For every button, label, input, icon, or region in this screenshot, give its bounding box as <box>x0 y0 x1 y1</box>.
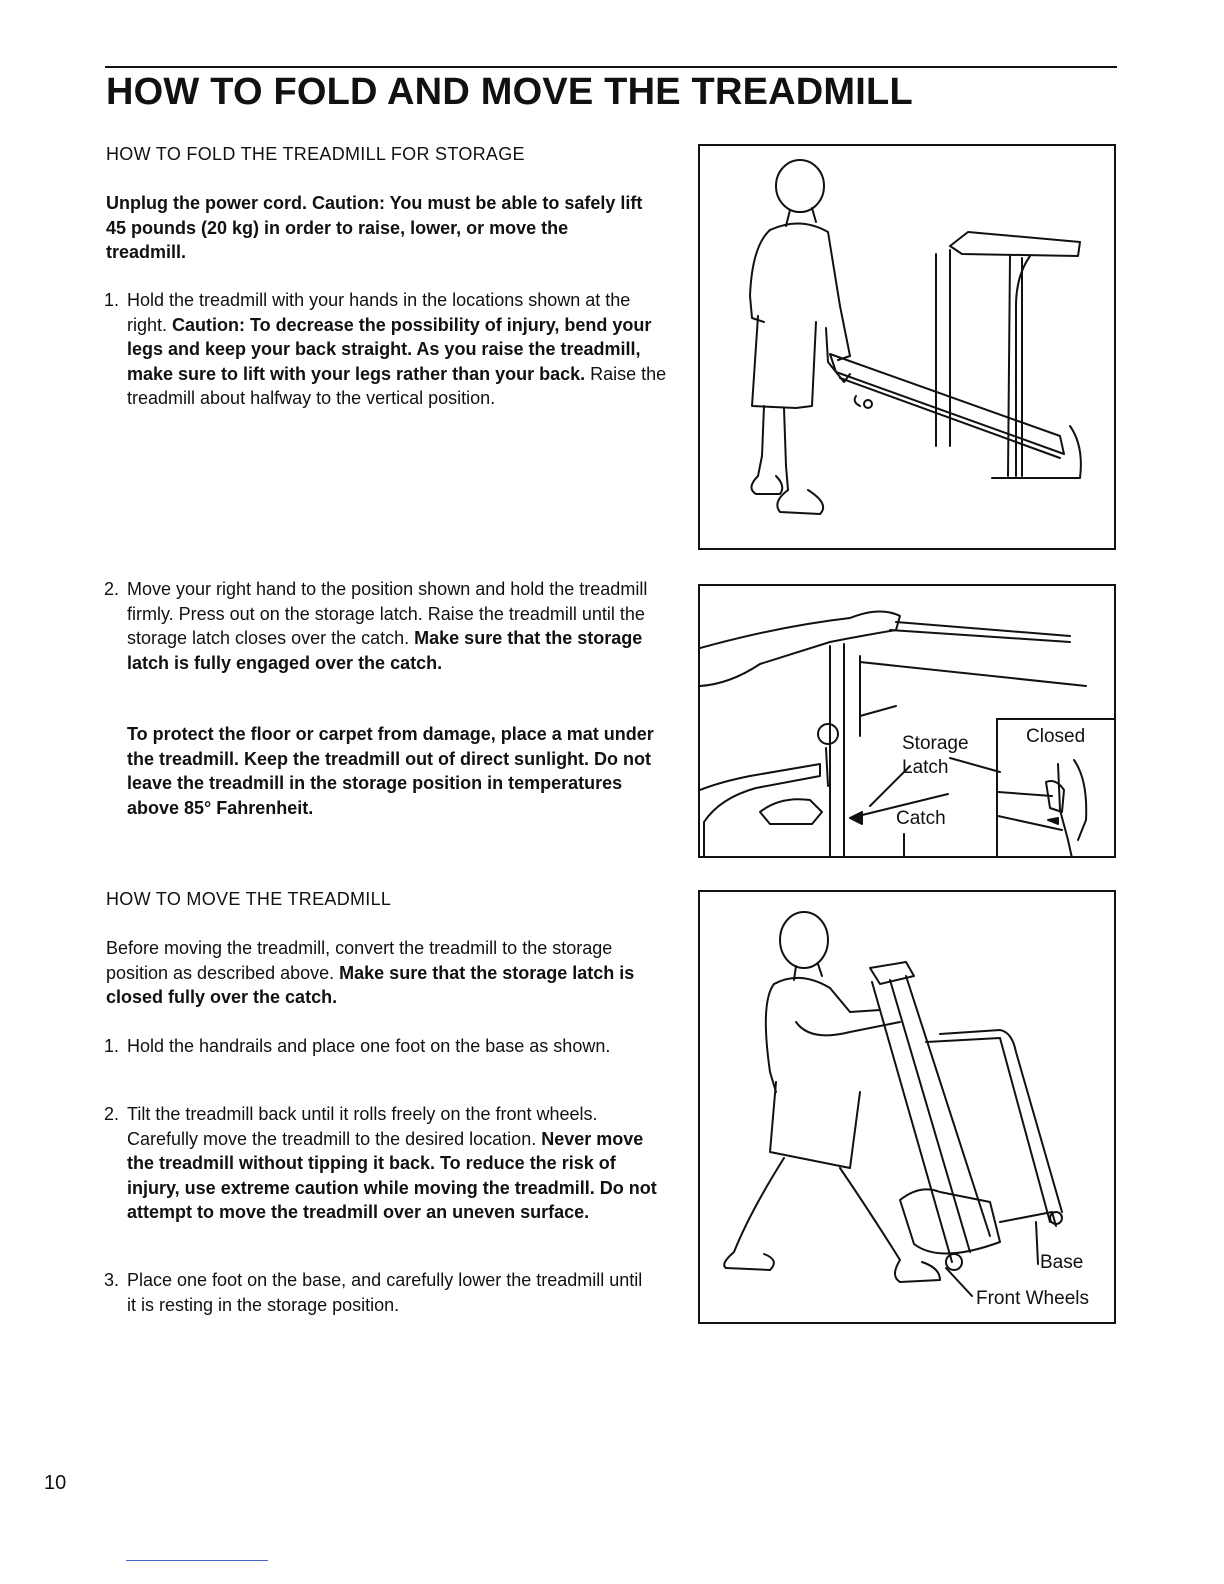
latch-bar <box>826 748 828 786</box>
title-rule <box>105 66 1117 68</box>
base-leader <box>1036 1222 1038 1264</box>
lift-illustration <box>700 146 1114 548</box>
handrail-loop <box>700 764 820 856</box>
hand <box>760 799 822 824</box>
closed-inset <box>996 718 1116 858</box>
figure-move-treadmill <box>698 890 1116 1324</box>
footer-line <box>126 1560 268 1561</box>
catch-arrowhead <box>850 812 862 824</box>
step-number: 2. <box>104 1104 120 1124</box>
treadmill-raised <box>830 232 1081 478</box>
fold-step-2: 2. Move your right hand to the position shown and hold the treadmill firmly. Press out on the storage latch. Raise the treadmill until the storage latch closes over the catch. Make sure that the storage latch is fully engaged over the catch. <box>104 579 648 673</box>
figure-lift-treadmill <box>698 144 1116 550</box>
step-number: 3. <box>104 1270 120 1290</box>
storage-latch-label: Storage Latch <box>902 733 969 778</box>
front-wheels-label: Front Wheels <box>976 1288 1089 1309</box>
frame-upright <box>830 644 860 856</box>
step-number: 1. <box>104 1036 120 1056</box>
closed-label: Closed <box>1026 726 1086 747</box>
fold-heading: HOW TO FOLD THE TREADMILL FOR STORAGE <box>106 144 525 164</box>
wheels-leader <box>946 1268 972 1296</box>
move-step-2: 2. Tilt the treadmill back until it rolls freely on the front wheels. Carefully move the treadmill to the desired location. Never move the treadmill without tipping it back. To reduce the risk of injury, use extreme caution while moving the treadmill. Do not attempt to move the treadmill over an uneven surface. <box>104 1104 657 1222</box>
step-number: 1. <box>104 290 120 310</box>
move-step-3: 3. Place one foot on the base, and carefully lower the treadmill until it is resting in the storage position. <box>104 1270 643 1315</box>
person-lifting <box>750 160 850 514</box>
rail-top <box>890 622 1070 642</box>
arm <box>700 611 900 686</box>
base-label: Base <box>1040 1252 1084 1273</box>
move-heading: HOW TO MOVE THE TREADMILL <box>106 889 392 909</box>
move-intro: Before moving the treadmill, convert the treadmill to the storage position as described above. Make sure that the storage latch is closed fully over the catch. <box>106 938 635 1007</box>
page-number: 10 <box>44 1472 67 1494</box>
fold-intro-caution: Unplug the power cord. Caution: You must be able to safely lift 45 pounds (20 kg) in order to raise, lower, or move the treadmill. <box>106 193 643 262</box>
page-title: HOW TO FOLD AND MOVE THE TREADMILL <box>106 71 913 113</box>
fold-step-1: 1. Hold the treadmill with your hands in the locations shown at the right. Caution: To decrease the possibility of injury, bend your legs and keep your back straight. As you raise the treadmill, make sure to lift with your legs rather than your back. Raise the treadmill about halfway to the vertical position. <box>104 290 667 408</box>
catch-label: Catch <box>896 808 946 829</box>
figure-storage-latch <box>698 584 1116 858</box>
floor-protection-note: To protect the floor or carpet from damage, place a mat under the treadmill. Keep the treadmill out of direct sunlight. Do not leave the treadmill in the storage position in temperatures above 85° Fahrenheit. <box>127 724 654 818</box>
latch-pivot <box>818 724 838 744</box>
rail-lower <box>860 662 1086 686</box>
move-step-1: 1. Hold the handrails and place one foot on the base as shown. <box>104 1034 624 1059</box>
treadmill-tilted <box>870 962 1062 1270</box>
step-number: 2. <box>104 579 120 599</box>
